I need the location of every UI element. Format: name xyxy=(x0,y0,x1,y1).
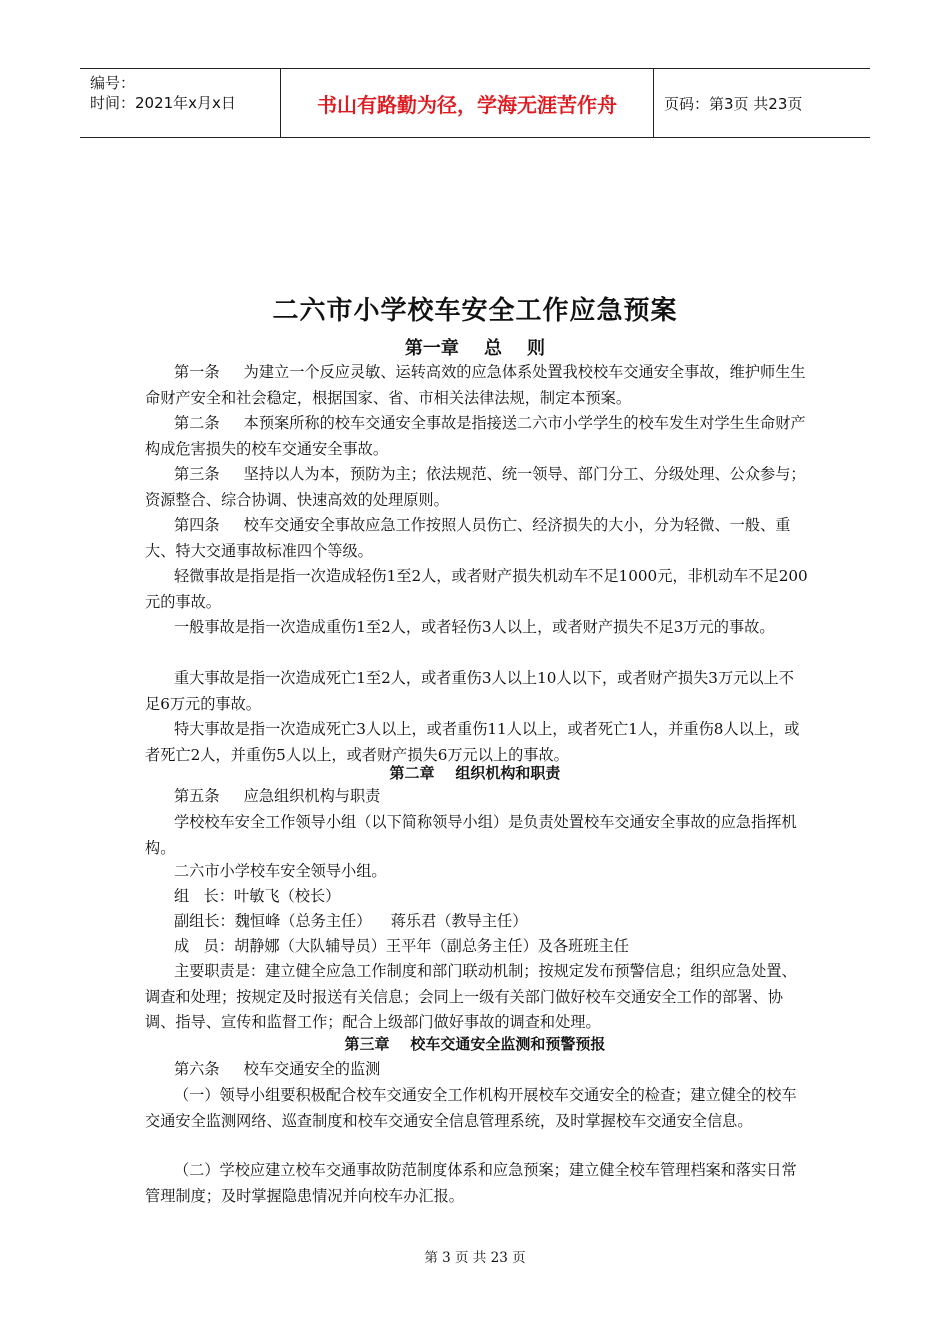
paragraph-severe-accident: 特大事故是指一次造成死亡3人以上，或者重伤11人以上，或者死亡1人，并重伤8人以上，或者死亡2人，并重伤5人以上，或者财产损失6万元以上的事故。 xyxy=(145,720,800,764)
header-table xyxy=(80,68,870,138)
chapter-heading-3: 第三章 校车交通安全监测和预警预报 xyxy=(344,1035,606,1053)
paragraph-article-5: 第五条 应急组织机构与职责 xyxy=(145,787,381,805)
document-title: 二六市小学校车安全工作应急预案 xyxy=(272,296,678,326)
number-label: 编号： xyxy=(90,74,136,92)
paragraph-minor-accident: 轻微事故是指是指一次造成轻伤1至2人，或者财产损失机动车不足1000元，非机动车不足200元的事故。 xyxy=(145,567,808,611)
paragraph-article-4: 第四条 校车交通安全事故应急工作按照人员伤亡、经济损失的大小，分为轻微、一般、重大、特大交通事故标准四个等级。 xyxy=(145,516,791,560)
paragraph-leadership-group: 学校校车安全工作领导小组（以下简称领导小组）是负责处置校车交通安全事故的应急指挥机构。 xyxy=(145,813,797,857)
paragraph-item-1: （一）领导小组要积极配合校车交通安全工作机构开展校车交通安全的检查；建立健全的校车交通安全监测网络、巡查制度和校车交通安全信息管理系统，及时掌握校车交通安全信息。 xyxy=(145,1086,797,1130)
header-left-cell xyxy=(80,69,281,137)
header-page-label: 页码：第3页 共23页 xyxy=(664,94,803,113)
paragraph-item-2: （二）学校应建立校车交通事故防范制度体系和应急预案；建立健全校车管理档案和落实日常管理制度；及时掌握隐患情况并向校车办汇报。 xyxy=(145,1161,797,1205)
paragraph-major-accident: 重大事故是指一次造成死亡1至2人，或者重伤3人以上10人以下，或者财产损失3万元以上不足6万元的事故。 xyxy=(145,669,794,713)
paragraph-general-accident: 一般事故是指一次造成重伤1至2人，或者轻伤3人以上，或者财产损失不足3万元的事故。 xyxy=(145,618,775,636)
paragraph-article-6: 第六条 校车交通安全的监测 xyxy=(145,1060,381,1078)
paragraph-group-name: 二六市小学校车安全领导小组。 xyxy=(145,862,387,880)
paragraph-article-1: 第一条 为建立一个反应灵敏、运转高效的应急体系处置我校校车交通安全事故，维护师生生命财产安全和社会稳定，根据国家、省、市相关法律法规，制定本预案。 xyxy=(145,363,806,407)
paragraph-group-leader: 组 长：叶敏飞（校长） xyxy=(145,887,341,905)
chapter-heading-1: 第一章 总 则 xyxy=(404,338,546,359)
chapter-heading-2: 第二章 组织机构和职责 xyxy=(389,764,561,782)
paragraph-deputy-leaders: 副组长：魏恒峰（总务主任） 蒋乐君（教导主任） xyxy=(145,912,528,930)
paragraph-members: 成 员：胡静娜（大队辅导员）王平年（副总务主任）及各班班主任 xyxy=(145,937,629,955)
page-footer: 第 3 页 共 23 页 xyxy=(424,1250,526,1266)
paragraph-article-2: 第二条 本预案所称的校车交通安全事故是指接送二六市小学学生的校车发生对学生生命财产构成危害损失的校车交通安全事故。 xyxy=(145,414,806,458)
paragraph-responsibilities: 主要职责是：建立健全应急工作制度和部门联动机制；按规定发布预警信息；组织应急处置、调查和处理；按规定及时报送有关信息；会同上一级有关部门做好校车交通安全工作的部署、协调、指导、宣传和监督工作；配合上级部门做好事故的调查和处理。 xyxy=(145,962,797,1031)
header-motto: 书山有路勤为径，学海无涯苦作舟 xyxy=(281,69,654,137)
paragraph-article-3: 第三条 坚持以人为本，预防为主；依法规范、统一领导、部门分工、分级处理、公众参与；资源整合、综合协调、快速高效的处理原则。 xyxy=(145,465,806,509)
date-label: 时间：2021年x月x日 xyxy=(90,94,236,112)
